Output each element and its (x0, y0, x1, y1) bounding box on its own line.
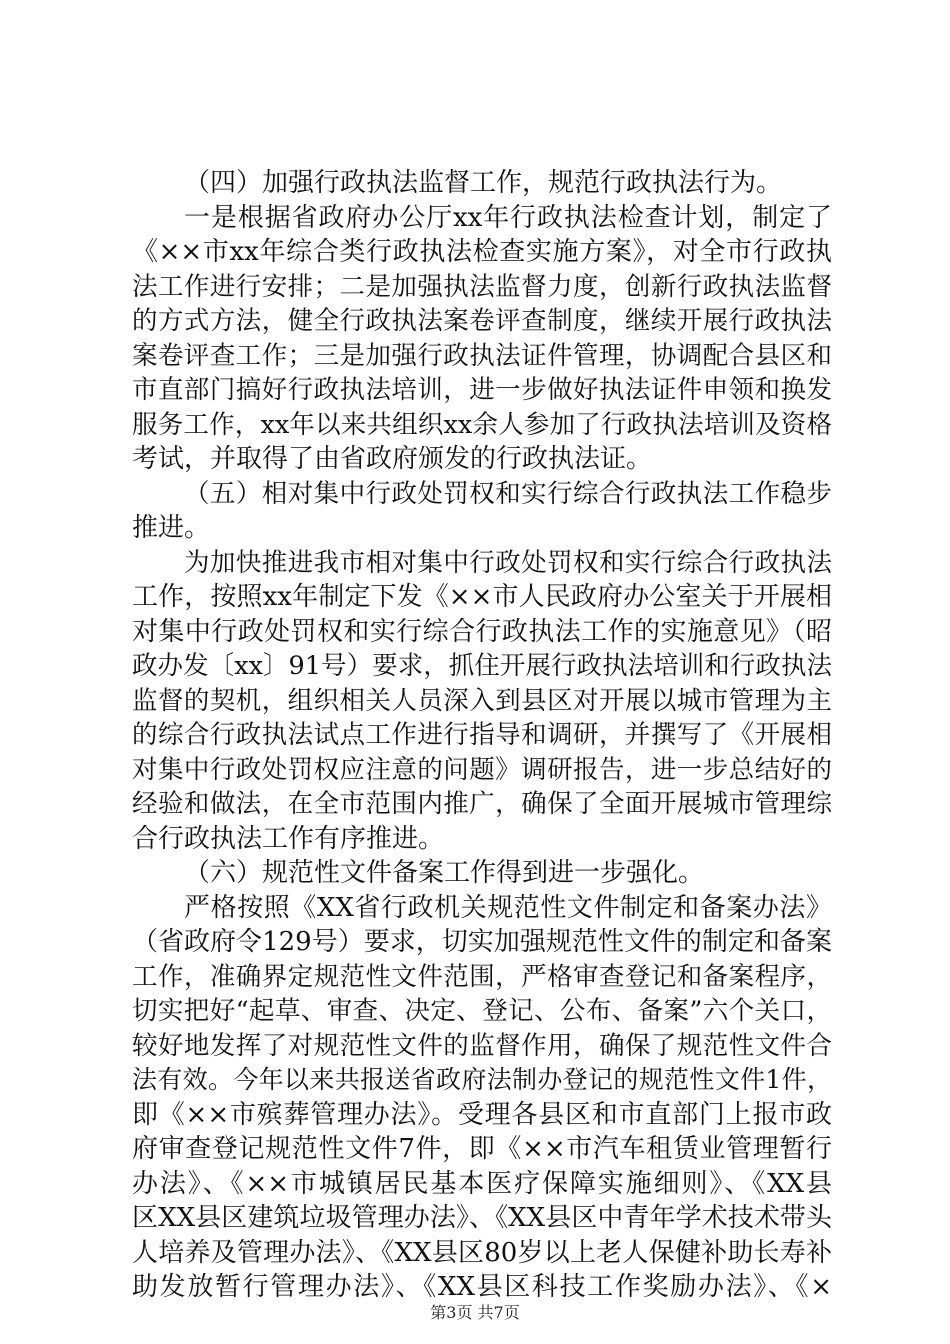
text-line: （省政府令129号）要求，切实加强规范性文件的制定和备案 (132, 927, 832, 957)
text-line: 政办发〔xx〕91号）要求，抓住开展行政执法培训和行政执法 (132, 651, 832, 681)
text-line: 工作，准确界定规范性文件范围，严格审查登记和备案程序， (132, 961, 832, 992)
text-line: （五）相对集中行政处罚权和实行综合行政执法工作稳步 (184, 478, 832, 509)
text-line: 考试，并取得了由省政府颁发的行政执法证。 (132, 444, 653, 474)
text-line: 工作，按照xx年制定下发《××市人民政府办公室关于开展相 (132, 582, 832, 612)
text-line: 推进。 (132, 513, 211, 543)
text-line: 市直部门搞好行政执法培训，进一步做好执法证件申领和换发 (132, 375, 832, 405)
text-line: 法有效。今年以来共报送省政府法制办登记的规范性文件1件， (132, 1065, 832, 1094)
text-line: 即《××市殡葬管理办法》。受理各县区和市直部门上报市政 (132, 1099, 832, 1130)
text-line: 府审查登记规范性文件7件，即《××市汽车租赁业管理暂行 (132, 1134, 832, 1164)
text-line: 服务工作，xx年以来共组织xx余人参加了行政执法培训及资格 (132, 409, 832, 440)
text-line: 对集中行政处罚权和实行综合行政执法工作的实施意见》（昭 (132, 616, 832, 647)
text-line: 人培养及管理办法》、《XX县区80岁以上老人保健补助长寿补 (132, 1237, 832, 1268)
text-line: 一是根据省政府办公厅xx年行政执法检查计划，制定了 (184, 202, 832, 233)
text-line: 为加快推进我市相对集中行政处罚权和实行综合行政执法 (184, 547, 832, 578)
text-line: 办法》、《××市城镇居民基本医疗保障实施细则》、《XX县 (132, 1168, 832, 1199)
document-body (132, 166, 832, 1305)
text-line: 的方式方法，健全行政执法案卷评查制度，继续开展行政执法 (132, 306, 832, 336)
text-line: 对集中行政处罚权应注意的问题》调研报告，进一步总结好的 (132, 754, 832, 785)
text-line: 区XX县区建筑垃圾管理办法》、《XX县区中青年学术技术带头 (132, 1203, 832, 1233)
text-line: 切实把好“起草、审查、决定、登记、公布、备案”六个关口， (132, 996, 832, 1026)
text-line: 的综合行政执法试点工作进行指导和调研，并撰写了《开展相 (132, 720, 832, 750)
text-line: 助发放暂行管理办法》、《XX县区科技工作奖励办法》、《× (132, 1272, 832, 1302)
text-line: （四）加强行政执法监督工作，规范行政执法行为。 (184, 168, 783, 198)
text-line: 法工作进行安排；二是加强执法监督力度，创新行政执法监督 (132, 271, 832, 302)
text-line: 监督的契机，组织相关人员深入到县区对开展以城市管理为主 (132, 685, 832, 716)
text-line: 合行政执法工作有序推进。 (132, 823, 445, 854)
page-footer: 第3页 共7页 (430, 1303, 520, 1322)
text-line: （六）规范性文件备案工作得到进一步强化。 (184, 858, 705, 888)
text-line: 较好地发挥了对规范性文件的监督作用，确保了规范性文件合 (132, 1030, 832, 1061)
text-line: 严格按照《XX省行政机关规范性文件制定和备案办法》 (184, 892, 832, 923)
text-line: 《××市xx年综合类行政执法检查实施方案》，对全市行政执 (132, 237, 832, 267)
text-line: 案卷评查工作；三是加强行政执法证件管理，协调配合县区和 (132, 340, 832, 371)
text-line: 经验和做法，在全市范围内推广，确保了全面开展城市管理综 (132, 789, 832, 819)
